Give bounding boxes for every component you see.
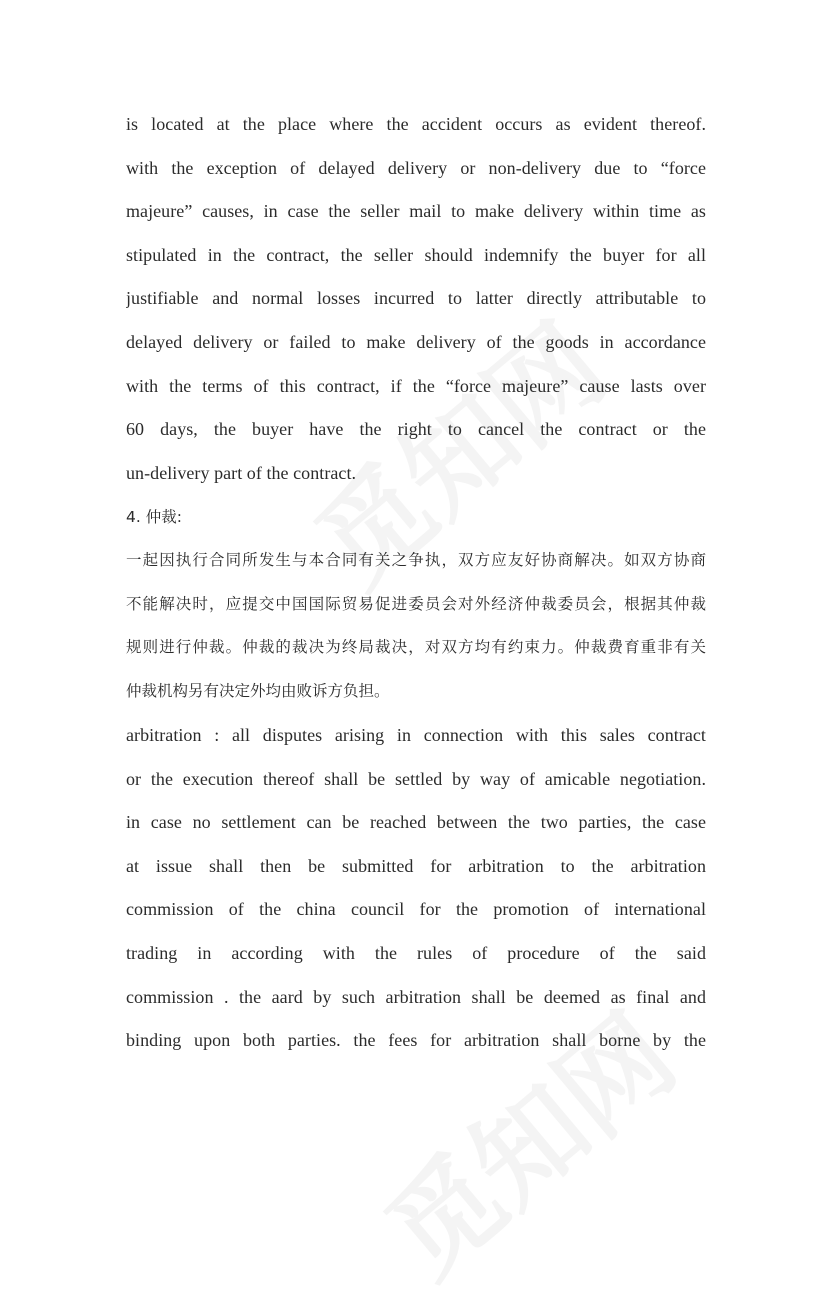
text-line: 一起因执行合同所发生与本合同有关之争执，双方应友好协商解决。如双方协商 (126, 551, 706, 569)
text-line: commission of the china council for the promotion of international (126, 899, 706, 920)
text-line: un-delivery part of the contract. (126, 462, 357, 483)
section-heading-arbitration: 4. 仲裁: (126, 508, 182, 526)
text-line: trading in according with the rules of procedure of the said (126, 942, 706, 963)
text-line: binding upon both parties. the fees for arbitration shall borne by the (126, 1030, 706, 1051)
arbitration-paragraph-zh (126, 539, 706, 713)
text-line: stipulated in the contract, the seller should indemnify the buyer for all (126, 244, 706, 265)
text-line: at issue shall then be submitted for arbitration to the arbitration (126, 855, 706, 876)
text-line: commission . the aard by such arbitration shall be deemed as final and (126, 986, 706, 1007)
text-line: with the terms of this contract, if the “force majeure” cause lasts over (126, 375, 706, 396)
text-line: justifiable and normal losses incurred to latter directly attributable to (126, 288, 706, 309)
text-line: is located at the place where the accident occurs as evident thereof. (126, 114, 706, 134)
text-line: majeure” causes, in case the seller mail to make delivery within time as (126, 201, 706, 222)
text-line: 60 days, the buyer have the right to cancel the contract or the (126, 419, 706, 440)
arbitration-paragraph-en (126, 714, 706, 1063)
text-line: 不能解决时，应提交中国国际贸易促进委员会对外经济仲裁委员会，根据其仲裁 (126, 594, 706, 613)
force-majeure-paragraph (126, 103, 706, 495)
text-line: arbitration : all disputes arising in connection with this sales contract (126, 725, 706, 745)
text-line: or the execution thereof shall be settled by way of amicable negotiation. (126, 768, 706, 789)
text-line: 仲裁机构另有决定外均由败诉方负担。 (126, 681, 390, 700)
text-line: delayed delivery or failed to make delivery of the goods in accordance (126, 331, 706, 352)
text-line: with the exception of delayed delivery or non-delivery due to “force (126, 157, 706, 178)
text-line: in case no settlement can be reached between the two parties, the case (126, 812, 706, 833)
text-line: 规则进行仲裁。仲裁的裁决为终局裁决，对双方均有约束力。仲裁费育重非有关 (126, 638, 706, 657)
